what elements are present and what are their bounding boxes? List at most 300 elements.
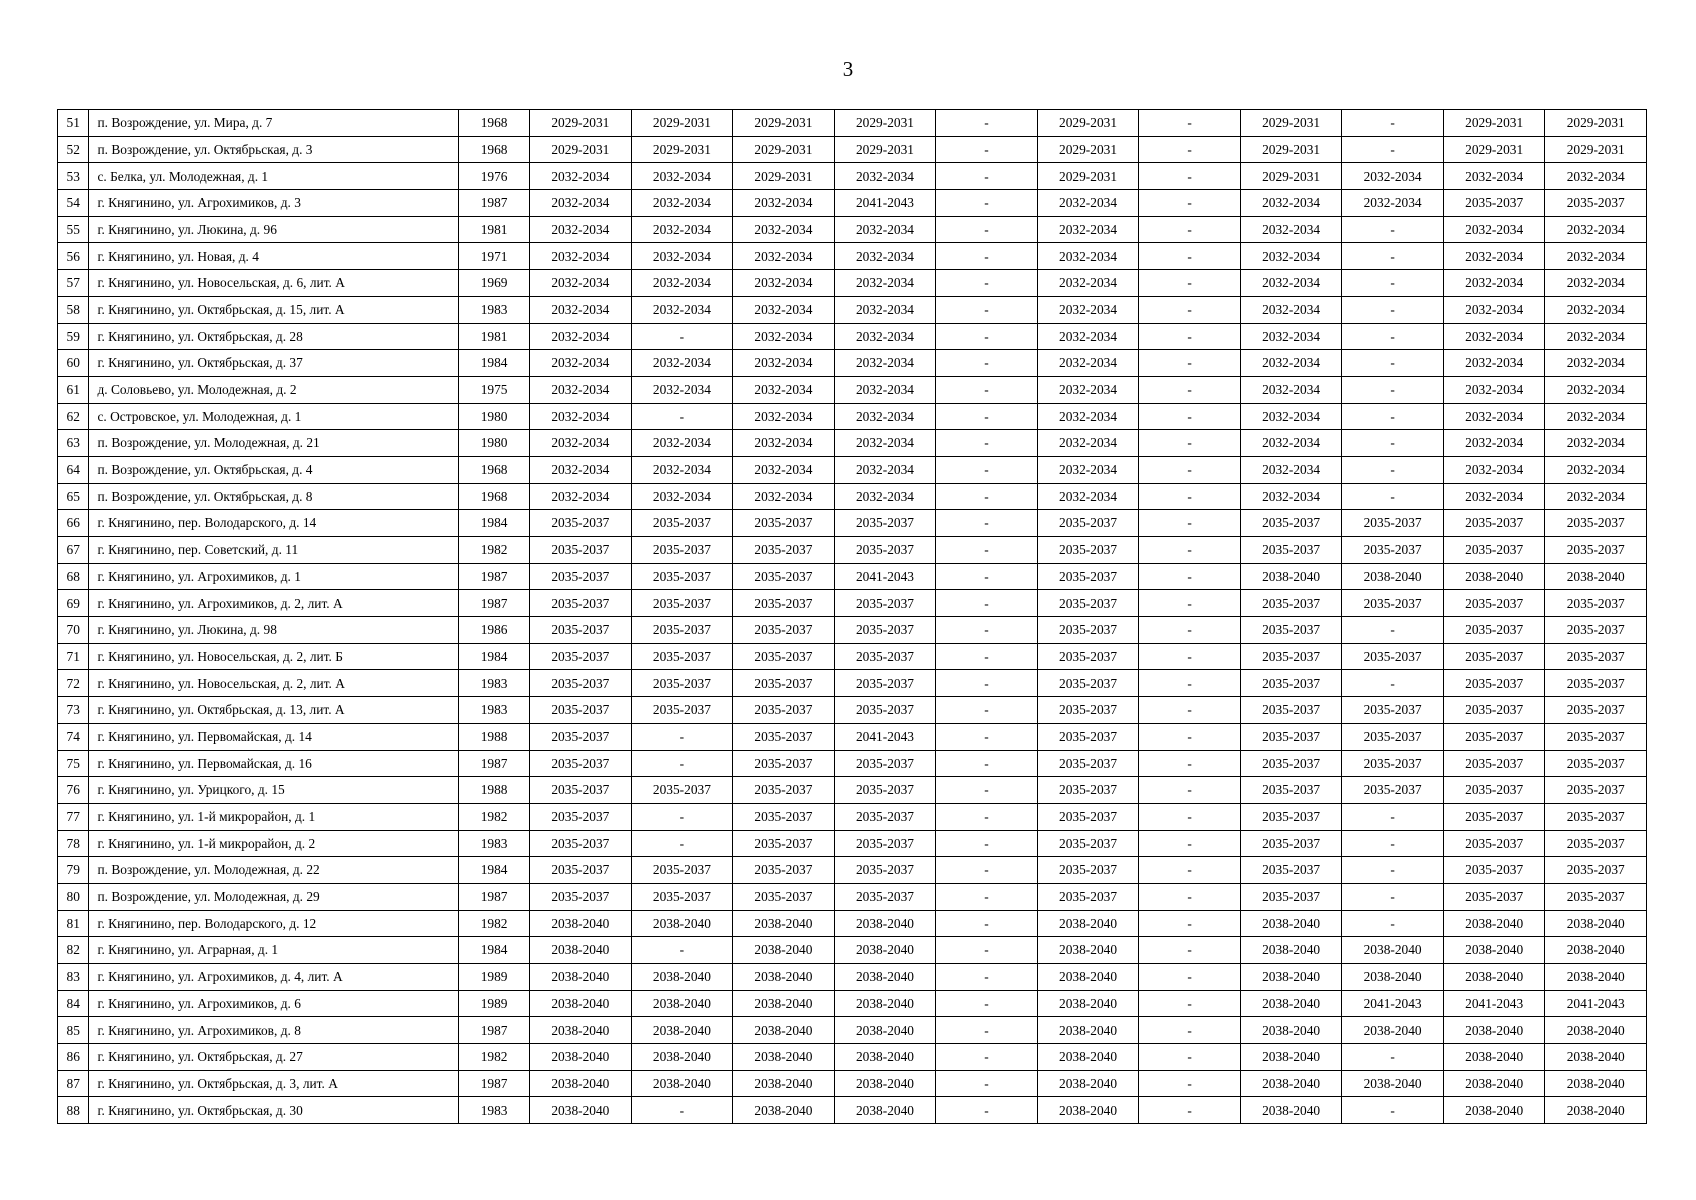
work-period-cell: - (936, 1017, 1038, 1044)
work-period-cell: 2032-2034 (1037, 350, 1139, 377)
work-period-cell: 2035-2037 (733, 883, 835, 910)
work-period-cell: 2032-2034 (1037, 190, 1139, 217)
work-period-cell: 2035-2037 (1443, 803, 1545, 830)
work-period-cell: 2038-2040 (834, 937, 936, 964)
work-period-cell: 2035-2037 (1240, 750, 1342, 777)
work-period-cell: - (1139, 803, 1241, 830)
work-period-cell: 2032-2034 (834, 456, 936, 483)
work-period-cell: 2032-2034 (1545, 270, 1647, 297)
work-period-cell: - (631, 403, 733, 430)
work-period-cell: - (1139, 590, 1241, 617)
work-period-cell: 2032-2034 (530, 323, 632, 350)
work-period-cell: 2035-2037 (1545, 643, 1647, 670)
work-period-cell: 2032-2034 (1443, 403, 1545, 430)
address-cell: п. Возрождение, ул. Мира, д. 7 (89, 110, 459, 137)
work-period-cell: - (1342, 830, 1444, 857)
year-built-cell: 1982 (459, 1044, 530, 1071)
year-built-cell: 1983 (459, 697, 530, 724)
row-number-cell: 59 (58, 323, 89, 350)
year-built-cell: 1987 (459, 1070, 530, 1097)
work-period-cell: 2038-2040 (1240, 1070, 1342, 1097)
row-number-cell: 70 (58, 617, 89, 644)
work-period-cell: 2038-2040 (530, 1044, 632, 1071)
work-period-cell: 2035-2037 (530, 563, 632, 590)
year-built-cell: 1981 (459, 216, 530, 243)
address-cell: с. Островское, ул. Молодежная, д. 1 (89, 403, 459, 430)
work-period-cell: - (1139, 430, 1241, 457)
work-period-cell: 2035-2037 (530, 803, 632, 830)
address-cell: г. Княгинино, ул. Новосельская, д. 2, лит. А (89, 670, 459, 697)
work-period-cell: - (1139, 670, 1241, 697)
table-row (58, 643, 1647, 670)
table-row (58, 1044, 1647, 1071)
work-period-cell: 2038-2040 (1443, 910, 1545, 937)
year-built-cell: 1988 (459, 777, 530, 804)
row-number-cell: 82 (58, 937, 89, 964)
work-period-cell: 2038-2040 (1037, 1017, 1139, 1044)
year-built-cell: 1982 (459, 910, 530, 937)
work-period-cell: - (631, 323, 733, 350)
year-built-cell: 1983 (459, 830, 530, 857)
work-period-cell: - (936, 857, 1038, 884)
address-cell: г. Княгинино, ул. Агрохимиков, д. 6 (89, 990, 459, 1017)
work-period-cell: 2035-2037 (1342, 537, 1444, 564)
work-period-cell: 2032-2034 (834, 243, 936, 270)
address-cell: г. Княгинино, ул. Октябрьская, д. 30 (89, 1097, 459, 1124)
row-number-cell: 65 (58, 483, 89, 510)
work-period-cell: - (936, 964, 1038, 991)
work-period-cell: 2035-2037 (733, 617, 835, 644)
work-period-cell: - (936, 590, 1038, 617)
work-period-cell: - (936, 216, 1038, 243)
work-period-cell: - (1342, 617, 1444, 644)
address-cell: д. Соловьево, ул. Молодежная, д. 2 (89, 376, 459, 403)
work-period-cell: 2038-2040 (1037, 1044, 1139, 1071)
work-period-cell: 2038-2040 (733, 990, 835, 1017)
work-period-cell: - (1342, 136, 1444, 163)
work-period-cell: - (1139, 777, 1241, 804)
row-number-cell: 51 (58, 110, 89, 137)
row-number-cell: 78 (58, 830, 89, 857)
work-period-cell: 2032-2034 (834, 216, 936, 243)
address-cell: г. Княгинино, ул. Октябрьская, д. 28 (89, 323, 459, 350)
row-number-cell: 84 (58, 990, 89, 1017)
work-period-cell: - (936, 456, 1038, 483)
work-period-cell: - (936, 830, 1038, 857)
work-period-cell: - (936, 537, 1038, 564)
work-period-cell: 2035-2037 (834, 857, 936, 884)
work-period-cell: 2032-2034 (1545, 456, 1647, 483)
work-period-cell: 2035-2037 (1443, 857, 1545, 884)
work-period-cell: 2035-2037 (834, 590, 936, 617)
table-row (58, 190, 1647, 217)
work-period-cell: - (1342, 403, 1444, 430)
table-row (58, 857, 1647, 884)
work-period-cell: - (1139, 964, 1241, 991)
address-cell: г. Княгинино, ул. Аграрная, д. 1 (89, 937, 459, 964)
table-row (58, 883, 1647, 910)
year-built-cell: 1983 (459, 296, 530, 323)
work-period-cell: 2038-2040 (733, 1070, 835, 1097)
work-period-cell: 2038-2040 (1545, 1070, 1647, 1097)
work-period-cell: 2032-2034 (733, 403, 835, 430)
work-period-cell: 2032-2034 (530, 483, 632, 510)
work-period-cell: - (1342, 883, 1444, 910)
year-built-cell: 1980 (459, 403, 530, 430)
work-period-cell: 2035-2037 (1240, 777, 1342, 804)
work-period-cell: 2032-2034 (1545, 323, 1647, 350)
work-period-cell: 2035-2037 (1037, 830, 1139, 857)
work-period-cell: - (936, 110, 1038, 137)
row-number-cell: 57 (58, 270, 89, 297)
work-period-cell: 2032-2034 (1443, 270, 1545, 297)
work-period-cell: 2029-2031 (1037, 110, 1139, 137)
work-period-cell: 2035-2037 (1443, 670, 1545, 697)
work-period-cell: - (1342, 376, 1444, 403)
work-period-cell: 2032-2034 (733, 243, 835, 270)
work-period-cell: - (1139, 110, 1241, 137)
work-period-cell: 2032-2034 (1545, 216, 1647, 243)
work-period-cell: 2038-2040 (631, 910, 733, 937)
work-period-cell: 2035-2037 (733, 723, 835, 750)
row-number-cell: 74 (58, 723, 89, 750)
work-period-cell: 2035-2037 (1037, 883, 1139, 910)
work-period-cell: 2032-2034 (1037, 216, 1139, 243)
work-period-cell: 2032-2034 (1037, 483, 1139, 510)
work-period-cell: 2032-2034 (631, 190, 733, 217)
work-period-cell: 2032-2034 (1240, 243, 1342, 270)
work-period-cell: 2038-2040 (631, 1070, 733, 1097)
table-row (58, 697, 1647, 724)
work-period-cell: - (1342, 323, 1444, 350)
work-period-cell: 2035-2037 (1037, 857, 1139, 884)
work-period-cell: 2035-2037 (1545, 830, 1647, 857)
work-period-cell: - (1342, 216, 1444, 243)
row-number-cell: 62 (58, 403, 89, 430)
work-period-cell: 2032-2034 (631, 430, 733, 457)
work-period-cell: - (1139, 643, 1241, 670)
row-number-cell: 55 (58, 216, 89, 243)
address-cell: п. Возрождение, ул. Молодежная, д. 21 (89, 430, 459, 457)
row-number-cell: 64 (58, 456, 89, 483)
table-row (58, 243, 1647, 270)
work-period-cell: 2038-2040 (530, 1017, 632, 1044)
work-period-cell: 2032-2034 (1545, 376, 1647, 403)
work-period-cell: 2029-2031 (1443, 136, 1545, 163)
work-period-cell: 2032-2034 (1240, 430, 1342, 457)
row-number-cell: 61 (58, 376, 89, 403)
work-period-cell: 2032-2034 (834, 430, 936, 457)
work-period-cell: - (936, 643, 1038, 670)
year-built-cell: 1986 (459, 617, 530, 644)
work-period-cell: 2035-2037 (530, 750, 632, 777)
work-period-cell: 2035-2037 (1443, 537, 1545, 564)
page-number: 3 (842, 57, 854, 81)
address-cell: г. Княгинино, пер. Володарского, д. 14 (89, 510, 459, 537)
work-period-cell: 2032-2034 (1545, 163, 1647, 190)
work-period-cell: 2038-2040 (834, 910, 936, 937)
work-period-cell: 2041-2043 (1443, 990, 1545, 1017)
work-period-cell: - (631, 830, 733, 857)
work-period-cell: - (1139, 296, 1241, 323)
work-period-cell: 2038-2040 (1342, 937, 1444, 964)
work-period-cell: 2032-2034 (1240, 190, 1342, 217)
work-period-cell: - (1139, 563, 1241, 590)
work-period-cell: 2035-2037 (530, 670, 632, 697)
work-period-cell: 2029-2031 (530, 136, 632, 163)
row-number-cell: 58 (58, 296, 89, 323)
year-built-cell: 1987 (459, 750, 530, 777)
address-cell: г. Княгинино, пер. Советский, д. 11 (89, 537, 459, 564)
work-period-cell: 2029-2031 (1545, 136, 1647, 163)
row-number-cell: 67 (58, 537, 89, 564)
work-period-cell: 2035-2037 (1342, 590, 1444, 617)
work-period-cell: 2032-2034 (1443, 430, 1545, 457)
work-period-cell: - (631, 1097, 733, 1124)
work-period-cell: 2029-2031 (530, 110, 632, 137)
row-number-cell: 76 (58, 777, 89, 804)
work-period-cell: 2029-2031 (733, 110, 835, 137)
row-number-cell: 81 (58, 910, 89, 937)
work-period-cell: 2035-2037 (530, 883, 632, 910)
work-period-cell: 2032-2034 (1240, 296, 1342, 323)
table-row (58, 777, 1647, 804)
address-cell: п. Возрождение, ул. Молодежная, д. 22 (89, 857, 459, 884)
row-number-cell: 77 (58, 803, 89, 830)
work-period-cell: 2038-2040 (1240, 563, 1342, 590)
work-period-cell: - (1342, 1044, 1444, 1071)
work-period-cell: 2032-2034 (834, 296, 936, 323)
work-period-cell: - (936, 376, 1038, 403)
work-period-cell: 2035-2037 (834, 750, 936, 777)
work-period-cell: 2038-2040 (1240, 990, 1342, 1017)
work-period-cell: 2038-2040 (733, 937, 835, 964)
work-period-cell: 2035-2037 (1240, 830, 1342, 857)
row-number-cell: 86 (58, 1044, 89, 1071)
work-period-cell: 2035-2037 (530, 830, 632, 857)
work-period-cell: 2032-2034 (834, 376, 936, 403)
work-period-cell: 2035-2037 (1342, 777, 1444, 804)
row-number-cell: 52 (58, 136, 89, 163)
work-period-cell: 2035-2037 (1240, 643, 1342, 670)
table-row (58, 430, 1647, 457)
work-period-cell: 2038-2040 (733, 1044, 835, 1071)
table-row (58, 350, 1647, 377)
work-period-cell: - (936, 1070, 1038, 1097)
work-period-cell: 2032-2034 (733, 376, 835, 403)
work-period-cell: - (936, 617, 1038, 644)
work-period-cell: 2035-2037 (1240, 803, 1342, 830)
work-period-cell: - (1139, 857, 1241, 884)
row-number-cell: 80 (58, 883, 89, 910)
work-period-cell: 2035-2037 (631, 537, 733, 564)
year-built-cell: 1968 (459, 483, 530, 510)
work-period-cell: 2032-2034 (530, 243, 632, 270)
work-period-cell: 2035-2037 (1545, 723, 1647, 750)
work-period-cell: 2035-2037 (530, 590, 632, 617)
work-period-cell: 2035-2037 (530, 510, 632, 537)
work-period-cell: 2035-2037 (631, 590, 733, 617)
work-period-cell: 2038-2040 (1545, 910, 1647, 937)
work-period-cell: 2038-2040 (1443, 1044, 1545, 1071)
work-period-cell: - (1139, 617, 1241, 644)
work-period-cell: 2035-2037 (834, 617, 936, 644)
work-period-cell: 2032-2034 (1240, 216, 1342, 243)
work-period-cell: 2041-2043 (834, 563, 936, 590)
work-period-cell: 2035-2037 (1037, 510, 1139, 537)
work-period-cell: 2035-2037 (1240, 697, 1342, 724)
row-number-cell: 56 (58, 243, 89, 270)
work-period-cell: 2035-2037 (1545, 537, 1647, 564)
work-period-cell: - (631, 750, 733, 777)
work-period-cell: 2032-2034 (1037, 323, 1139, 350)
year-built-cell: 1982 (459, 537, 530, 564)
work-period-cell: 2035-2037 (1545, 617, 1647, 644)
address-cell: г. Княгинино, ул. 1-й микрорайон, д. 1 (89, 803, 459, 830)
work-period-cell: 2032-2034 (530, 430, 632, 457)
work-period-cell: 2035-2037 (834, 883, 936, 910)
row-number-cell: 88 (58, 1097, 89, 1124)
work-period-cell: 2041-2043 (1545, 990, 1647, 1017)
work-period-cell: 2038-2040 (834, 1017, 936, 1044)
work-period-cell: 2035-2037 (733, 670, 835, 697)
work-period-cell: 2035-2037 (1545, 510, 1647, 537)
work-period-cell: 2029-2031 (1240, 163, 1342, 190)
work-period-cell: 2035-2037 (1037, 563, 1139, 590)
work-period-cell: 2032-2034 (530, 270, 632, 297)
table-row (58, 910, 1647, 937)
address-cell: г. Княгинино, ул. Октябрьская, д. 3, лит. А (89, 1070, 459, 1097)
work-period-cell: 2032-2034 (733, 270, 835, 297)
work-period-cell: 2032-2034 (733, 350, 835, 377)
work-period-cell: 2035-2037 (834, 777, 936, 804)
work-period-cell: 2035-2037 (1545, 190, 1647, 217)
work-period-cell: - (1139, 1044, 1241, 1071)
work-period-cell: - (936, 350, 1038, 377)
work-period-cell: 2035-2037 (1443, 190, 1545, 217)
work-period-cell: 2038-2040 (530, 990, 632, 1017)
table-row (58, 537, 1647, 564)
work-period-cell: 2035-2037 (1545, 883, 1647, 910)
row-number-cell: 85 (58, 1017, 89, 1044)
work-period-cell: 2035-2037 (733, 777, 835, 804)
work-period-cell: 2035-2037 (834, 803, 936, 830)
work-period-cell: 2035-2037 (530, 777, 632, 804)
work-period-cell: 2029-2031 (1037, 136, 1139, 163)
work-period-cell: 2035-2037 (733, 563, 835, 590)
work-period-cell: 2038-2040 (834, 1044, 936, 1071)
address-cell: г. Княгинино, пер. Володарского, д. 12 (89, 910, 459, 937)
address-cell: г. Княгинино, ул. Новосельская, д. 2, лит. Б (89, 643, 459, 670)
work-period-cell: 2035-2037 (1545, 697, 1647, 724)
work-period-cell: 2035-2037 (530, 617, 632, 644)
work-period-cell: - (1139, 136, 1241, 163)
work-period-cell: - (936, 163, 1038, 190)
table-row (58, 617, 1647, 644)
row-number-cell: 53 (58, 163, 89, 190)
work-period-cell: - (1139, 1070, 1241, 1097)
work-period-cell: 2035-2037 (631, 670, 733, 697)
year-built-cell: 1988 (459, 723, 530, 750)
work-period-cell: 2035-2037 (631, 883, 733, 910)
work-period-cell: 2035-2037 (733, 750, 835, 777)
year-built-cell: 1983 (459, 1097, 530, 1124)
year-built-cell: 1968 (459, 456, 530, 483)
work-period-cell: 2038-2040 (631, 1044, 733, 1071)
work-period-cell: 2032-2034 (1443, 296, 1545, 323)
year-built-cell: 1987 (459, 590, 530, 617)
year-built-cell: 1968 (459, 136, 530, 163)
work-period-cell: 2038-2040 (1037, 990, 1139, 1017)
work-period-cell: - (1342, 803, 1444, 830)
work-period-cell: - (1342, 670, 1444, 697)
work-period-cell: - (936, 723, 1038, 750)
work-period-cell: 2032-2034 (1545, 243, 1647, 270)
work-period-cell: 2032-2034 (631, 376, 733, 403)
work-period-cell: 2035-2037 (631, 510, 733, 537)
year-built-cell: 1984 (459, 643, 530, 670)
work-period-cell: - (1139, 456, 1241, 483)
work-period-cell: 2032-2034 (1037, 430, 1139, 457)
work-period-cell: 2032-2034 (631, 296, 733, 323)
work-period-cell: 2035-2037 (1342, 723, 1444, 750)
work-period-cell: - (1342, 243, 1444, 270)
year-built-cell: 1984 (459, 350, 530, 377)
table-row (58, 136, 1647, 163)
work-period-cell: - (936, 510, 1038, 537)
year-built-cell: 1980 (459, 430, 530, 457)
table-row (58, 964, 1647, 991)
address-cell: г. Княгинино, ул. Агрохимиков, д. 3 (89, 190, 459, 217)
work-period-cell: 2032-2034 (1342, 163, 1444, 190)
work-period-cell: - (1342, 910, 1444, 937)
work-period-cell: 2038-2040 (1037, 964, 1139, 991)
work-period-cell: 2032-2034 (1037, 296, 1139, 323)
work-period-cell: 2035-2037 (1037, 777, 1139, 804)
table-row (58, 750, 1647, 777)
address-cell: г. Княгинино, ул. Люкина, д. 98 (89, 617, 459, 644)
work-period-cell: 2035-2037 (834, 697, 936, 724)
work-period-cell: 2035-2037 (631, 617, 733, 644)
work-period-cell: 2035-2037 (733, 510, 835, 537)
work-period-cell: - (936, 403, 1038, 430)
work-period-cell: 2035-2037 (1240, 590, 1342, 617)
table-row (58, 670, 1647, 697)
year-built-cell: 1982 (459, 803, 530, 830)
work-period-cell: 2035-2037 (631, 857, 733, 884)
work-period-cell: 2029-2031 (631, 110, 733, 137)
work-period-cell: 2032-2034 (733, 456, 835, 483)
address-cell: г. Княгинино, ул. Люкина, д. 96 (89, 216, 459, 243)
work-period-cell: - (1342, 857, 1444, 884)
work-period-cell: 2035-2037 (1037, 643, 1139, 670)
work-period-cell: 2035-2037 (1240, 617, 1342, 644)
table-body (58, 110, 1647, 1124)
work-period-cell: 2035-2037 (1342, 697, 1444, 724)
work-period-cell: 2032-2034 (1545, 430, 1647, 457)
work-period-cell: 2038-2040 (1037, 1097, 1139, 1124)
work-period-cell: 2038-2040 (1240, 964, 1342, 991)
work-period-cell: - (936, 803, 1038, 830)
work-period-cell: - (936, 270, 1038, 297)
year-built-cell: 1968 (459, 110, 530, 137)
work-period-cell: - (936, 136, 1038, 163)
address-cell: г. Княгинино, ул. Агрохимиков, д. 4, лит. А (89, 964, 459, 991)
work-period-cell: 2035-2037 (834, 510, 936, 537)
address-cell: г. Княгинино, ул. Агрохимиков, д. 2, лит. А (89, 590, 459, 617)
work-period-cell: 2032-2034 (834, 403, 936, 430)
work-period-cell: 2038-2040 (1443, 1017, 1545, 1044)
